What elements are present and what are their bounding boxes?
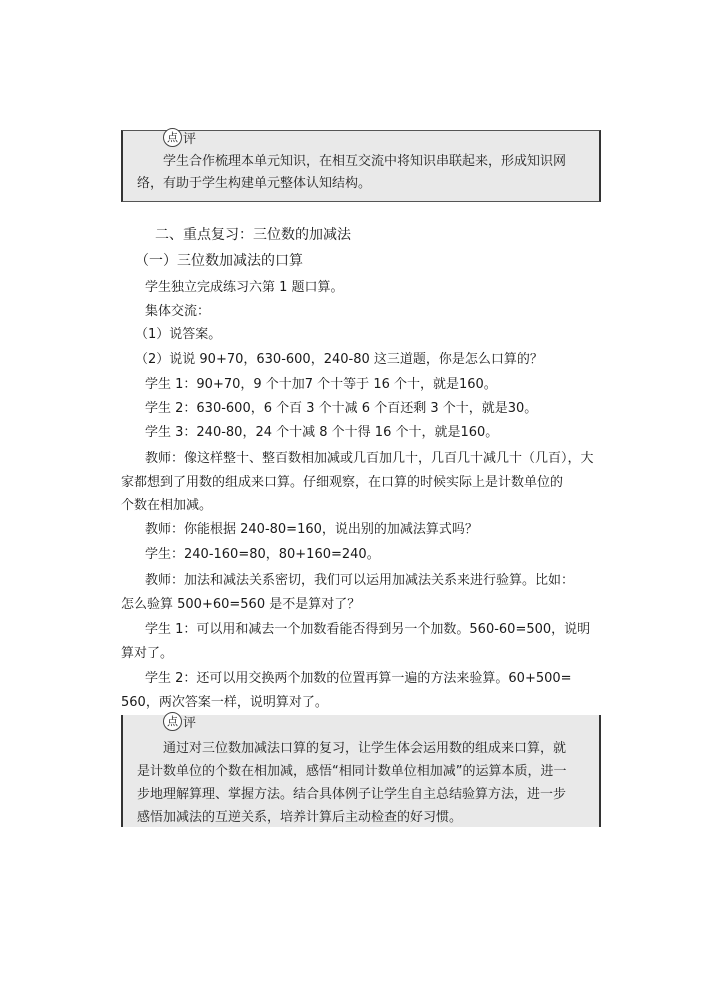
paragraph-line: 学生 2：还可以用交换两个加数的位置再算一遍的方法来验算。60+500=: [145, 671, 572, 686]
section-subtitle: （一）三位数加减法的口算: [135, 253, 303, 269]
paragraph-line: 560，两次答案一样，说明算对了。: [121, 695, 328, 710]
paragraph-line: 怎么验算 500+60=560 是不是算对了？: [121, 597, 361, 612]
comment-box-bottom: [121, 715, 601, 827]
comment-line: 络，有助于学生构建单元整体认知结构。: [137, 176, 372, 191]
paragraph-line: 教师：像这样整十、整百数相加减或几百加几十，几百几十减几十（几百），大: [145, 451, 594, 466]
paragraph-line: 教师：你能根据 240-80=160，说出别的加减法算式吗？: [145, 522, 478, 537]
comment-badge-icon: 点: [163, 712, 182, 731]
comment-box-top: [121, 130, 601, 202]
paragraph-line: 学生：240-160=80，80+160=240。: [145, 547, 380, 562]
comment-line: 步地理解算理、掌握方法。结合具体例子让学生自主总结验算方法，进一步: [137, 787, 567, 802]
paragraph-line: 学生独立完成练习六第 1 题口算。: [145, 280, 344, 295]
comment-line: 感悟加减法的互逆关系，培养计算后主动检查的好习惯。: [137, 810, 463, 825]
paragraph-line: 学生 1：可以用和减去一个加数看能否得到另一个加数。560-60=500，说明: [145, 622, 591, 637]
paragraph-line: 家都想到了用数的组成来口算。仔细观察，在口算的时候实际上是计数单位的: [121, 475, 564, 490]
paragraph-line: 算对了。: [121, 646, 174, 661]
comment-label: [163, 128, 196, 147]
paragraph-line: （1）说答案。: [135, 327, 222, 342]
paragraph-line: 教师：加法和减法关系密切，我们可以运用加减法关系来进行验算。比如：: [145, 573, 575, 588]
comment-text: [137, 737, 587, 829]
paragraph-line: （2）说说 90+70，630-600，240-80 这三道题，你是怎么口算的？: [135, 352, 543, 367]
comment-label: [163, 712, 196, 731]
comment-label-text: 评: [183, 716, 197, 731]
paragraph-line: 学生 3：240-80，24 个十减 8 个十得 16 个十，就是160。: [145, 425, 499, 440]
section-title: 二、重点复习：三位数的加减法: [155, 227, 351, 243]
paragraph-line: 个数在相加减。: [121, 498, 213, 513]
comment-badge-icon: 点: [163, 128, 182, 147]
comment-label-text: 评: [183, 132, 197, 147]
comment-line: 通过对三位数加减法口算的复习，让学生体会运用数的组成来口算，就: [163, 741, 567, 756]
comment-line: 是计数单位的个数在相加减，感悟“相同计数单位相加减”的运算本质，进一: [137, 764, 567, 779]
comment-text: [137, 151, 587, 195]
comment-line: 学生合作梳理本单元知识，在相互交流中将知识串联起来，形成知识网: [163, 154, 567, 169]
paragraph-line: 学生 1：90+70，9 个十加7 个十等于 16 个十，就是160。: [145, 377, 497, 392]
paragraph-line: 集体交流：: [145, 304, 211, 319]
paragraph-line: 学生 2：630-600，6 个百 3 个十减 6 个百还剩 3 个十，就是30。: [145, 401, 538, 416]
